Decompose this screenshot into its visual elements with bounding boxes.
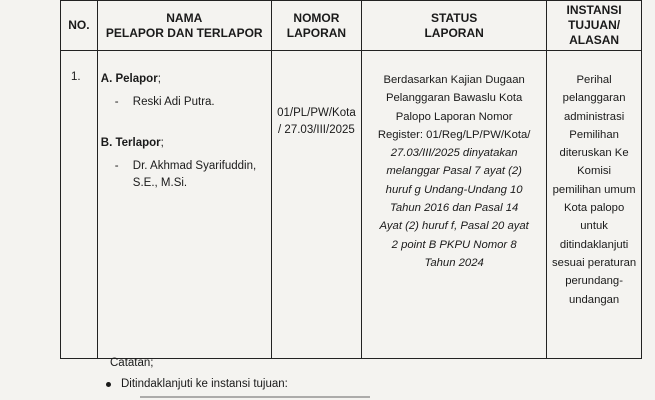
header-status-line1: STATUS (431, 10, 478, 25)
header-nama-line2: PELAPOR DAN TERLAPOR (105, 25, 263, 40)
cut-off-text-line (140, 396, 370, 400)
status-laporan-cell (362, 51, 547, 359)
instansi-line: pemilihan umum (552, 183, 636, 196)
header-nomor (271, 1, 361, 51)
header-instansi (547, 1, 642, 51)
status-line: Tahun 2024 (424, 256, 484, 269)
status-line: Ayat (2) huruf f, Pasal 20 ayat (379, 220, 529, 233)
nama-cell (97, 51, 271, 359)
instansi-line: ditindaklanjuti (559, 238, 629, 251)
instansi-line: undangan (568, 293, 620, 306)
instansi-line: sesuai peraturan (552, 256, 637, 269)
notes-bullet-text: Ditindaklanjuti ke instansi tujuan: (121, 378, 288, 390)
notes-bullet-item (106, 378, 288, 390)
nomor-laporan-cell (271, 51, 361, 359)
pelapor-item (101, 94, 268, 111)
status-line: Register: 01/Reg/LP/PW/Kota/ (377, 128, 531, 141)
terlapor-name-line2: S.E., M.Si. (132, 177, 188, 189)
instansi-line: administrasi (563, 110, 625, 123)
terlapor-punct: ; (160, 137, 164, 149)
header-nama (97, 1, 271, 51)
status-line: 27.03/III/2025 dinyatakan (390, 147, 518, 160)
header-instansi-line2: TUJUAN/ (568, 18, 621, 32)
table-row (61, 51, 642, 359)
header-no: NO. (61, 1, 98, 51)
status-line: Pelanggaran Bawaslu Kota (385, 92, 523, 105)
status-line: Palopo Laporan Nomor (395, 110, 513, 123)
status-line: huruf g Undang-Undang 10 (385, 183, 523, 196)
instansi-line: untuk (580, 220, 608, 233)
instansi-line: Kota palopo (563, 202, 625, 215)
report-table (60, 0, 642, 359)
status-line: 2 point B PKPU Nomor 8 (391, 238, 517, 251)
instansi-line: diteruskan Ke (559, 147, 629, 160)
terlapor-heading (101, 135, 268, 152)
instansi-lines (549, 71, 639, 309)
dash-marker: - (114, 160, 119, 172)
pelapor-name: Reski Adi Putra. (132, 96, 215, 108)
header-status-line2: LAPORAN (424, 25, 484, 40)
nomor-line2: / 27.03/III/2025 (278, 124, 355, 136)
nomor-line1: 01/PL/PW/Kota (277, 107, 356, 119)
instansi-line: Perihal (576, 74, 612, 86)
status-line: melanggar Pasal 7 ayat (2) (386, 165, 522, 178)
status-line: Berdasarkan Kajian Dugaan (383, 74, 525, 86)
terlapor-name-line1: Dr. Akhmad Syarifuddin, (132, 160, 257, 172)
pelapor-label: A. Pelapor (100, 73, 158, 85)
terlapor-name (133, 158, 256, 192)
row-number: 1. (61, 51, 98, 359)
terlapor-item (101, 158, 268, 192)
status-line: Tahun 2016 dan Pasal 14 (389, 202, 519, 215)
instansi-line: Komisi (577, 165, 612, 178)
instansi-line: pelanggaran (562, 92, 626, 105)
terlapor-label: B. Terlapor (100, 137, 161, 149)
header-nama-line1: NAMA (166, 10, 203, 25)
header-nomor-line1: NOMOR (293, 10, 340, 25)
bullet-dot-icon (106, 382, 111, 387)
pelapor-punct: ; (157, 73, 161, 85)
header-nomor-line2: LAPORAN (286, 25, 347, 40)
dash-marker: - (114, 96, 119, 108)
notes-title: Catatan; (110, 357, 154, 369)
header-instansi-line3: ALASAN (569, 33, 620, 47)
pelapor-heading (101, 71, 268, 88)
status-lines (366, 71, 542, 272)
header-instansi-line1: INSTANSI (566, 3, 622, 17)
instansi-cell (547, 51, 642, 359)
instansi-line: Pemilihan (569, 128, 619, 141)
instansi-line: perundang- (565, 275, 623, 288)
header-status (362, 1, 547, 51)
table-header-row (61, 1, 642, 51)
